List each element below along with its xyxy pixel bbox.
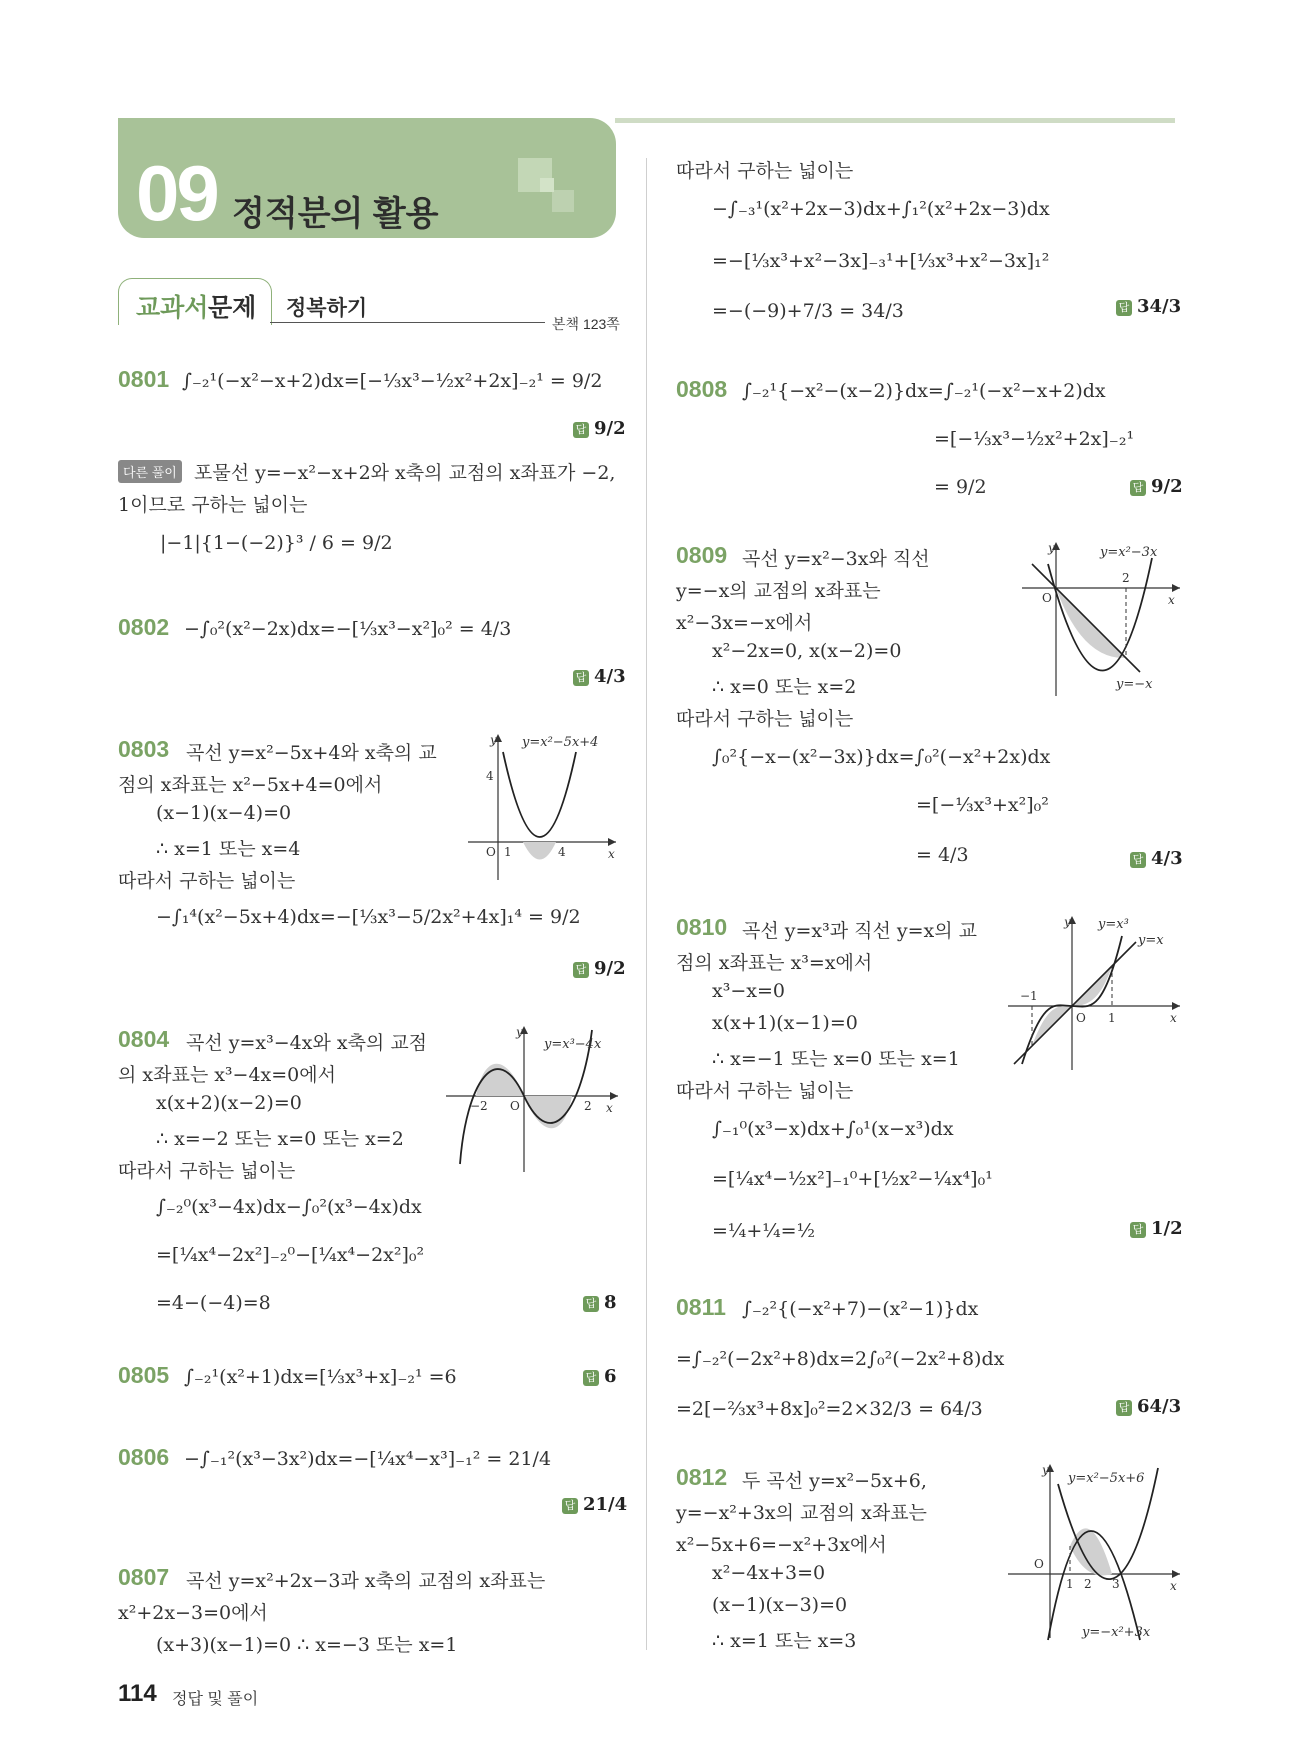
page-number: 114 [118, 1680, 157, 1707]
answer-badge: 답 [1130, 480, 1146, 496]
solution-line: y=−x의 교점의 x좌표는 [676, 580, 881, 602]
origin-label: O [1034, 1557, 1044, 1571]
solution-line: x(x+2)(x−2)=0 [156, 1092, 302, 1114]
tick-label: 2 [584, 1099, 592, 1113]
section-subtitle: 정복하기 [286, 297, 368, 320]
problem-number: 0811 [676, 1294, 726, 1320]
tick-label: 1 [1108, 1011, 1116, 1025]
chapter-number: 09 [136, 149, 217, 237]
x-axis-label: x [1170, 1579, 1177, 1593]
tick-label: 1 [504, 845, 512, 859]
solution-line: 곡선 y=x³과 직선 y=x의 교 [742, 920, 977, 942]
solution-line: −∫₁⁴(x²−5x+4)dx=−[⅓x³−5/2x²+4x]₁⁴ = 9/2 [156, 906, 581, 928]
problem-number: 0804 [118, 1026, 170, 1052]
y-axis-label: y [1042, 1463, 1049, 1477]
solution-line: −∫₀²(x²−2x)dx=−[⅓x³−x²]₀² = 4/3 [184, 618, 512, 640]
solution-line: 따라서 구하는 넓이는 [676, 708, 854, 730]
solution-line: =¼+¼=½ [712, 1220, 816, 1242]
solution-line: ∴ x=0 또는 x=2 [712, 676, 857, 698]
solution-line: (x+3)(x−1)=0 ∴ x=−3 또는 x=1 [156, 1634, 458, 1656]
parabola-line-graph [1022, 540, 1182, 700]
problem-number: 0803 [118, 736, 170, 762]
solution-line: =[¼x⁴−2x²]₋₂⁰−[¼x⁴−2x²]₀² [156, 1244, 425, 1266]
tick-label: −1 [1020, 989, 1038, 1003]
solution-line: =−[⅓x³+x²−3x]₋₃¹+[⅓x³+x²−3x]₁² [712, 250, 1050, 272]
solution-line: =[¼x⁴−½x²]₋₁⁰+[½x²−¼x⁴]₀¹ [712, 1168, 993, 1190]
solution-line: (x−1)(x−4)=0 [156, 802, 292, 824]
solution-line: (x−1)(x−3)=0 [712, 1594, 848, 1616]
solution-line: ∴ x=−2 또는 x=0 또는 x=2 [156, 1128, 404, 1150]
solution-line: x²−2x=0, x(x−2)=0 [712, 640, 902, 662]
answer-value: 8 [604, 1292, 617, 1313]
problem-number: 0810 [676, 914, 728, 940]
solution-line: =4−(−4)=8 [156, 1292, 271, 1314]
section-reference: 본책 123쪽 [552, 316, 620, 332]
answer-badge: 답 [573, 962, 589, 978]
solution-line: = 4/3 [916, 844, 969, 866]
answer-badge: 답 [583, 1370, 599, 1386]
problem-number: 0805 [118, 1362, 170, 1388]
answer-value: 6 [604, 1366, 617, 1387]
solution-line: =[−⅓x³+x²]₀² [916, 794, 1049, 816]
solution-line: ∴ x=1 또는 x=4 [156, 838, 301, 860]
tick-label: 2 [1084, 1577, 1092, 1591]
answer-badge: 답 [1116, 1400, 1132, 1416]
answer-badge: 답 [1116, 300, 1132, 316]
tick-label: 1 [1066, 1577, 1074, 1591]
section-rule [270, 322, 545, 323]
solution-line: ∫₋₂¹{−x²−(x−2)}dx=∫₋₂¹(−x²−x+2)dx [742, 380, 1106, 402]
y-axis-label: y [1064, 915, 1071, 929]
solution-line: 곡선 y=x²−3x와 직선 [742, 548, 930, 570]
answer-badge: 답 [1130, 1222, 1146, 1238]
problem-number: 0809 [676, 542, 728, 568]
solution-line: x²−5x+6=−x²+3x에서 [676, 1534, 887, 1556]
section-label: 문제 [208, 294, 257, 322]
origin-label: O [510, 1099, 520, 1113]
solution-line: = 9/2 [934, 476, 987, 498]
tick-label: 3 [1112, 1577, 1120, 1591]
answer-badge: 답 [583, 1296, 599, 1312]
answer-value: 21/4 [583, 1494, 628, 1515]
x-axis-label: x [608, 847, 615, 861]
header-rule [615, 118, 1175, 123]
solution-line: x(x+1)(x−1)=0 [712, 1012, 858, 1034]
solution-line: 따라서 구하는 넓이는 [118, 870, 296, 892]
solution-line: =−(−9)+7/3 = 34/3 [712, 300, 904, 322]
solution-line: ∫₋₂¹(x²+1)dx=[⅓x³+x]₋₂¹ =6 [184, 1366, 457, 1388]
answer-value: 9/2 [594, 418, 626, 439]
tick-label: 4 [486, 769, 494, 783]
solution-line: 곡선 y=x³−4x와 x축의 교점 [186, 1032, 428, 1054]
x-axis-label: x [1170, 1011, 1177, 1025]
solution-line: =[−⅓x³−½x²+2x]₋₂¹ [934, 428, 1135, 450]
curve-label: y=x³ [1098, 917, 1129, 932]
line-label: y=−x [1116, 677, 1153, 692]
footer-title: 정답 및 풀이 [172, 1691, 259, 1708]
solution-line: ∫₋₂⁰(x³−4x)dx−∫₀²(x³−4x)dx [156, 1196, 422, 1218]
problem-number: 0808 [676, 376, 728, 402]
answer-value: 64/3 [1137, 1396, 1182, 1417]
curve-label: y=x²−3x [1100, 545, 1158, 560]
solution-line: y=−x²+3x의 교점의 x좌표는 [676, 1502, 927, 1524]
line-label: y=x [1138, 933, 1164, 948]
solution-line: 곡선 y=x²−5x+4와 x축의 교 [186, 742, 437, 764]
answer-badge: 답 [573, 422, 589, 438]
solution-line: ∫₋₂¹(−x²−x+2)dx=[−⅓x³−½x²+2x]₋₂¹ = 9/2 [182, 370, 603, 392]
answer-badge: 답 [573, 670, 589, 686]
tick-label: 4 [558, 845, 566, 859]
solution-line: =∫₋₂²(−2x²+8)dx=2∫₀²(−2x²+8)dx [676, 1348, 1005, 1370]
solution-line: −∫₋₃¹(x²+2x−3)dx+∫₁²(x²+2x−3)dx [712, 198, 1050, 220]
cubic-line-graph [1008, 914, 1183, 1074]
solution-line: 따라서 구하는 넓이는 [676, 160, 854, 182]
solution-line: x²−3x=−x에서 [676, 612, 813, 634]
answer-badge: 답 [1130, 852, 1146, 868]
origin-label: O [1076, 1011, 1086, 1025]
answer-value: 9/2 [594, 958, 626, 979]
answer-value: 4/3 [594, 666, 626, 687]
column-divider [646, 158, 647, 1650]
solution-line: 의 x좌표는 x³−4x=0에서 [118, 1064, 336, 1086]
chapter-title: 정적분의 활용 [232, 195, 439, 233]
answer-value: 34/3 [1137, 296, 1182, 317]
solution-line: 따라서 구하는 넓이는 [118, 1160, 296, 1182]
answer-value: 9/2 [1151, 476, 1183, 497]
cubic-graph [446, 1024, 621, 1174]
parabola-graph [468, 732, 618, 882]
x-axis-label: x [1168, 593, 1175, 607]
curve-label: y=x²−5x+6 [1068, 1471, 1145, 1486]
banner-decoration [552, 190, 574, 212]
solution-line: 두 곡선 y=x²−5x+6, [742, 1470, 927, 1492]
two-parabola-graph [1008, 1462, 1183, 1642]
solution-line: ∫₋₁⁰(x³−x)dx+∫₀¹(x−x³)dx [712, 1118, 954, 1140]
tick-label: 2 [1122, 571, 1130, 585]
answer-badge: 답 [562, 1498, 578, 1514]
solution-line: =2[−⅔x³+8x]₀²=2×32/3 = 64/3 [676, 1398, 983, 1420]
tick-label: −2 [470, 1099, 488, 1113]
y-axis-label: y [1048, 541, 1055, 555]
y-axis-label: y [516, 1025, 523, 1039]
curve-label: y=−x²+3x [1082, 1625, 1151, 1640]
solution-line: ∴ x=−1 또는 x=0 또는 x=1 [712, 1048, 960, 1070]
solution-line: ∴ x=1 또는 x=3 [712, 1630, 857, 1652]
problem-number: 0801 [118, 366, 170, 392]
curve-label: y=x²−5x+4 [522, 735, 599, 750]
solution-line: |−1|{1−(−2)}³ / 6 = 9/2 [160, 532, 393, 554]
solution-line: ∫₀²{−x−(x²−3x)}dx=∫₀²(−x²+2x)dx [712, 746, 1051, 768]
origin-label: O [1042, 591, 1052, 605]
y-axis-label: y [490, 733, 497, 747]
solution-line: 점의 x좌표는 x²−5x+4=0에서 [118, 774, 383, 796]
problem-number: 0806 [118, 1444, 170, 1470]
solution-line: x²+2x−3=0에서 [118, 1602, 268, 1624]
x-axis-label: x [606, 1101, 613, 1115]
solution-line: x²−4x+3=0 [712, 1562, 826, 1584]
problem-number: 0802 [118, 614, 170, 640]
solution-line: −∫₋₁²(x³−3x²)dx=−[¼x⁴−x³]₋₁² = 21/4 [184, 1448, 552, 1470]
solution-line: 곡선 y=x²+2x−3과 x축의 교점의 x좌표는 [186, 1570, 546, 1592]
section-label: 교과서 [136, 294, 209, 322]
solution-line: 점의 x좌표는 x³=x에서 [676, 952, 873, 974]
curve-label: y=x³−4x [544, 1037, 602, 1052]
solution-line: ∫₋₂²{(−x²+7)−(x²−1)}dx [742, 1298, 979, 1320]
solution-line: 따라서 구하는 넓이는 [676, 1080, 854, 1102]
solution-line: x³−x=0 [712, 980, 785, 1002]
origin-label: O [486, 845, 496, 859]
answer-value: 4/3 [1151, 848, 1183, 869]
answer-value: 1/2 [1151, 1218, 1183, 1239]
solution-line: 1이므로 구하는 넓이는 [118, 494, 308, 516]
problem-number: 0812 [676, 1464, 728, 1490]
solution-line: 포물선 y=−x²−x+2와 x축의 교점의 x좌표가 −2, [194, 462, 616, 484]
alt-solution-tag: 다른 풀이 [118, 460, 182, 483]
banner-decoration [540, 178, 554, 192]
problem-number: 0807 [118, 1564, 170, 1590]
